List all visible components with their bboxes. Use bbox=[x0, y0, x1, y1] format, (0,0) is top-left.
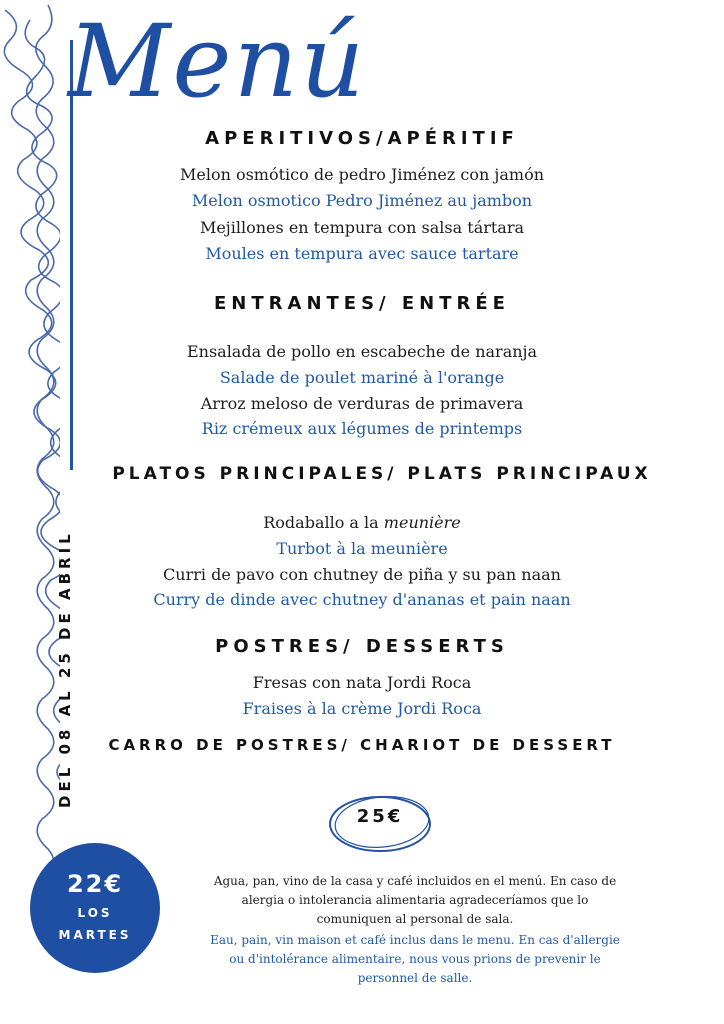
section-heading-principales: PLATOS PRINCIPALES/ PLATS PRINCIPAUX bbox=[112, 464, 652, 484]
tuesday-price: 22€ bbox=[66, 870, 124, 898]
menu-item-es: Ensalada de pollo en escabeche de naranja bbox=[186, 342, 538, 361]
menu-item-es: Fresas con nata Jordi Roca bbox=[252, 673, 472, 692]
footer-line: alergia o intolerancia alimentaria agradeceríamos que lo bbox=[241, 893, 589, 907]
footer-line: Eau, pain, vin maison et café inclus dans le menu. En cas d'allergie bbox=[210, 933, 620, 947]
menu-item-fr: Turbot à la meunière bbox=[276, 539, 448, 558]
menu-item-es: Arroz meloso de verduras de primavera bbox=[200, 394, 524, 413]
section-heading-entrantes: ENTRANTES/ ENTRÉE bbox=[214, 293, 510, 314]
footer-line: Agua, pan, vino de la casa y café incluidos en el menú. En caso de bbox=[213, 874, 617, 888]
menu-item-fr: Salade de poulet mariné à l'orange bbox=[219, 368, 505, 387]
menu-item-fr: Riz crémeux aux légumes de printemps bbox=[201, 419, 523, 438]
section-heading-aperitivos: APERITIVOS/APÉRITIF bbox=[205, 128, 519, 149]
date-range-vertical: DEL 08 AL 25 DE ABRIL bbox=[56, 530, 74, 808]
footer-line: personnel de salle. bbox=[357, 971, 473, 985]
menu-item-es bbox=[0, 513, 724, 533]
menu-item-italic: meunière bbox=[383, 513, 461, 532]
footer-note-fr bbox=[195, 931, 635, 988]
menu-item-es: Curri de pavo con chutney de piña y su pan naan bbox=[163, 565, 561, 584]
dessert-cart-heading: CARRO DE POSTRES/ CHARIOT DE DESSERT bbox=[108, 736, 616, 754]
badge-label-martes: MARTES bbox=[58, 928, 132, 942]
menu-item-fr: Moules en tempura avec sauce tartare bbox=[205, 244, 519, 263]
footer-line: comuniquen al personal de sala. bbox=[316, 912, 514, 926]
menu-item-es: Melon osmótico de pedro Jiménez con jamón bbox=[179, 165, 545, 184]
badge-label-los: LOS bbox=[77, 906, 113, 920]
menu-item-es: Mejillones en tempura con salsa tártara bbox=[199, 218, 525, 237]
menu-price: 25€ bbox=[356, 806, 404, 827]
menu-title: Menú bbox=[68, 3, 367, 120]
menu-item-fr: Melon osmotico Pedro Jiménez au jambon bbox=[191, 191, 533, 210]
footer-note-es bbox=[195, 872, 635, 929]
menu-item-fr: Curry de dinde avec chutney d'ananas et pain naan bbox=[153, 590, 571, 609]
section-heading-postres: POSTRES/ DESSERTS bbox=[215, 636, 509, 657]
menu-item-fr: Fraises à la crème Jordi Roca bbox=[242, 699, 482, 718]
footer-line: ou d'intolérance alimentaire, nous vous prions de prevenir le bbox=[229, 952, 601, 966]
menu-item-text: Rodaballo a la bbox=[263, 513, 384, 532]
